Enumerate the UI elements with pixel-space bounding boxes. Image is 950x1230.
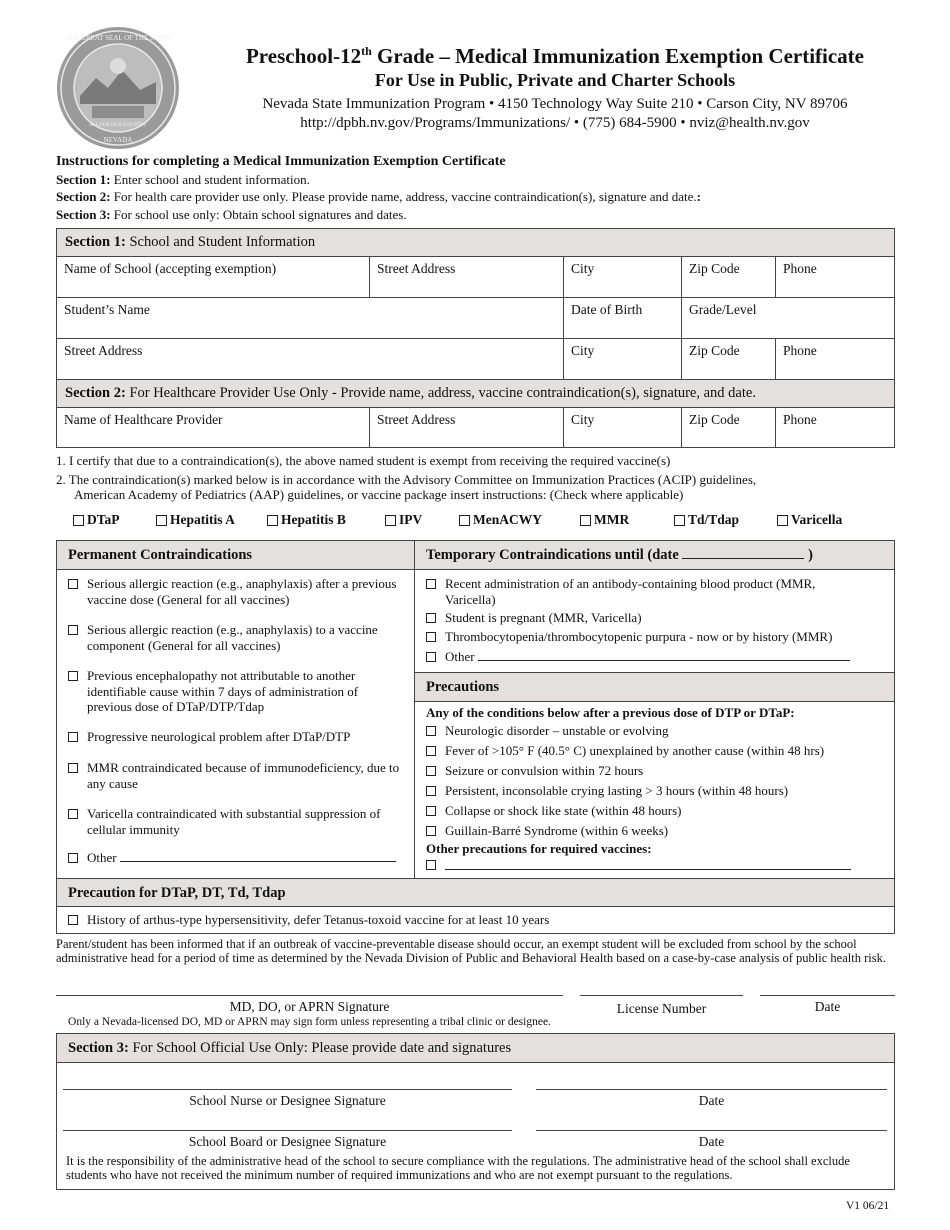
parent-notice: Parent/student has been informed that if an outbreak of vaccine-preventable disease should occur, an exempt student will be excluded from school by the school administrative head for a period of time as determined by the Nevada Division of Public and Behavioral Health based on a case-by-case analysis of public health risk. [56,937,886,965]
checkbox-icon[interactable] [426,726,436,736]
checkbox-icon[interactable] [426,613,436,623]
student-street-field[interactable]: Street Address [57,339,564,380]
vaccine-varicella-checkbox[interactable]: Varicella [777,512,842,528]
school-phone-field[interactable]: Phone [776,257,894,298]
seal-text-bottom: NEVADA [103,136,133,144]
checkbox-icon[interactable] [426,860,436,870]
precaution-item-4[interactable]: Persistent, inconsolable crying lasting > 3 hours (within 48 hours) [426,783,886,799]
certify-item-2-cont: American Academy of Pediatrics (AAP) guidelines, or vaccine package insert instructions: (Check where applicable) [74,487,684,502]
permanent-item-4[interactable]: Progressive neurological problem after DTaP/DTP [68,729,403,745]
section3-header: Section 3: For School Official Use Only: Please provide date and signatures [57,1034,894,1063]
vaccine-ipv-checkbox[interactable]: IPV [385,512,422,528]
student-zip-field[interactable]: Zip Code [682,339,776,380]
board-signature-label: School Board or Designee Signature [188,1134,387,1149]
provider-zip-field[interactable]: Zip Code [682,408,776,447]
dtap-precaution-heading: Precaution for DTaP, DT, Td, Tdap [57,878,894,907]
other-precautions-line[interactable] [445,857,851,870]
student-phone-field[interactable]: Phone [776,339,894,380]
permanent-contraindications [57,541,415,878]
certify-item-1: 1. I certify that due to a contraindication(s), the above named student is exempt from receiving the required vaccine(s) [56,453,671,468]
checkbox-icon[interactable] [777,515,788,526]
permanent-other-line[interactable] [120,861,396,862]
certify-item-2: 2. The contraindication(s) marked below is in accordance with the Advisory Committee on Immunization Practices (ACIP) guidelines, [56,472,757,487]
checkbox-icon[interactable] [68,915,78,925]
section1-header: Section 1: School and Student Information [57,229,894,257]
nurse-date-label: Date [698,1093,725,1108]
provider-phone-field[interactable]: Phone [783,412,817,427]
checkbox-icon[interactable] [426,746,436,756]
permanent-heading: Permanent Contraindications [57,541,414,570]
provider-date-line[interactable] [760,995,895,996]
board-date-label: Date [698,1134,725,1149]
school-zip-field[interactable]: Zip Code [682,257,776,298]
vaccine-hepatitis-a-checkbox[interactable]: Hepatitis A [156,512,235,528]
temporary-item-1[interactable]: Recent administration of an antibody-containing blood product (MMR, Varicella) [426,576,886,607]
provider-name-field[interactable]: Name of Healthcare Provider [57,408,370,447]
permanent-item-1[interactable]: Serious allergic reaction (e.g., anaphylaxis) after a previous vaccine dose (General for all vaccines) [68,576,403,607]
checkbox-icon[interactable] [68,625,78,635]
checkbox-icon[interactable] [426,632,436,642]
provider-signature-label: MD, DO, or APRN Signature [229,999,390,1014]
student-city-field[interactable]: City [564,339,682,380]
checkbox-icon[interactable] [68,579,78,589]
checkbox-icon[interactable] [426,806,436,816]
provider-city-field[interactable]: City [564,408,682,447]
checkbox-icon[interactable] [426,786,436,796]
precaution-item-2[interactable]: Fever of >105° F (40.5° C) unexplained by another cause (within 48 hrs) [426,743,886,759]
vaccine-td-tdap-checkbox[interactable]: Td/Tdap [674,512,739,528]
provider-signature-note: Only a Nevada-licensed DO, MD or APRN may sign form unless representing a tribal clinic or designee. [68,1016,551,1028]
school-city-field[interactable]: City [564,257,682,298]
precaution-item-5[interactable]: Collapse or shock like state (within 48 hours) [426,803,886,819]
instructions-heading: Instructions for completing a Medical Immunization Exemption Certificate [56,154,506,169]
vaccine-menacwy-checkbox[interactable]: MenACWY [459,512,542,528]
temporary-item-3[interactable]: Thrombocytopenia/thrombocytopenic purpura - now or by history (MMR) [426,629,886,645]
board-date-line[interactable] [536,1130,887,1131]
temporary-item-2[interactable]: Student is pregnant (MMR, Varicella) [426,610,886,626]
date-of-birth-field[interactable]: Date of Birth [564,298,682,339]
license-number-line[interactable] [580,995,743,996]
checkbox-icon[interactable] [459,515,470,526]
checkbox-icon[interactable] [68,732,78,742]
instructions: Instructions for completing a Medical Immunization Exemption Certificate Section 1: Enter school and student information. Section 2: For health care provider use only. Please provide name, address, vaccine contraindication(s), signature and date.: Section 3: For school use only: Obtain school signatures and dates. [56,154,701,222]
school-student-info-table [56,228,895,448]
other-precautions-field[interactable] [426,857,886,874]
checkbox-icon[interactable] [385,515,396,526]
checkbox-icon[interactable] [68,763,78,773]
provider-signature-line[interactable] [56,995,563,996]
permanent-item-6[interactable]: Varicella contraindicated with substantial suppression of cellular immunity [68,806,403,837]
temporary-other-line[interactable] [478,660,850,661]
section2-header: Section 2: For Healthcare Provider Use Only - Provide name, address, vaccine contraindication(s), signature, and date. [57,380,894,408]
checkbox-icon[interactable] [426,766,436,776]
permanent-other[interactable]: Other [68,850,403,866]
page-title: Preschool-12th Grade – Medical Immunization Exemption Certificate [245,44,864,68]
checkbox-icon[interactable] [426,826,436,836]
permanent-item-3[interactable]: Previous encephalopathy not attributable to another identifiable cause within 7 days of administration of previous dose of DTaP/DTP/Tdap [68,668,388,715]
nevada-state-seal [56,26,180,150]
seal-motto: ALL FOR OUR COUNTRY [89,123,147,128]
page-subtitle: For Use in Public, Private and Charter Schools [374,70,736,90]
student-name-field[interactable]: Student’s Name [57,298,564,339]
version-label: V1 06/21 [846,1200,890,1212]
program-address: Nevada State Immunization Program • 4150 Technology Way Suite 210 • Carson City, NV 89706 [262,96,848,112]
school-name-field[interactable]: Name of School (accepting exemption) [57,257,370,298]
permanent-item-2[interactable]: Serious allergic reaction (e.g., anaphylaxis) to a vaccine component (General for all vaccines) [68,622,403,653]
temporary-other[interactable]: Other [426,649,886,665]
license-number-label: License Number [616,1001,707,1016]
checkbox-icon[interactable] [426,652,436,662]
contraindications-table [56,540,895,934]
precaution-item-1[interactable]: Neurologic disorder – unstable or evolving [426,723,886,739]
seal-text-top: THE GREAT SEAL OF THE STATE [65,34,171,42]
temporary-heading: Temporary Contraindications until (date ) [415,541,894,570]
temporary-date-line[interactable] [682,558,804,559]
temporary-contraindications [415,541,894,878]
vaccine-dtap-checkbox[interactable]: DTaP [73,512,120,528]
compliance-footer: It is the responsibility of the administrative head of the school to secure compliance with the regulations. The administrative head of the school shall exclude students who have not received the minimum number of required immunizations and who are not exempt pursuant to the regulations. [66,1154,850,1182]
precaution-item-3[interactable]: Seizure or convulsion within 72 hours [426,763,886,779]
checkbox-icon[interactable] [267,515,278,526]
vaccine-hepatitis-b-checkbox[interactable]: Hepatitis B [267,512,346,528]
nurse-date-line[interactable] [536,1089,887,1090]
dtap-precaution-item[interactable]: History of arthus-type hypersensitivity, defer Tetanus-toxoid vaccine for at least 10 years [68,912,868,928]
precautions-intro: Any of the conditions below after a previous dose of DTP or DTaP: [426,705,795,720]
checkbox-icon[interactable] [426,579,436,589]
checkbox-icon[interactable] [674,515,685,526]
checkbox-icon[interactable] [156,515,167,526]
program-contact: http://dpbh.nv.gov/Programs/Immunizations/ • (775) 684-5900 • nviz@health.nv.gov [300,115,810,131]
precautions-heading: Precautions [415,672,894,702]
grade-level-field[interactable]: Grade/Level [682,298,894,339]
section3-box [56,1033,895,1190]
school-street-field[interactable]: Street Address [370,257,564,298]
checkbox-icon[interactable] [68,809,78,819]
board-signature-line[interactable] [63,1130,512,1131]
nurse-signature-line[interactable] [63,1089,512,1090]
other-precautions-heading: Other precautions for required vaccines: [426,841,652,856]
permanent-item-5[interactable]: MMR contraindicated because of immunodeficiency, due to any cause [68,760,403,791]
nurse-signature-label: School Nurse or Designee Signature [189,1093,386,1108]
checkbox-icon[interactable] [68,671,78,681]
provider-street-field[interactable]: Street Address [370,408,564,447]
checkbox-icon[interactable] [73,515,84,526]
vaccine-mmr-checkbox[interactable]: MMR [580,512,629,528]
provider-date-label: Date [814,999,841,1014]
checkbox-icon[interactable] [580,515,591,526]
precaution-item-6[interactable]: Guillain-Barré Syndrome (within 6 weeks) [426,823,886,839]
checkbox-icon[interactable] [68,853,78,863]
